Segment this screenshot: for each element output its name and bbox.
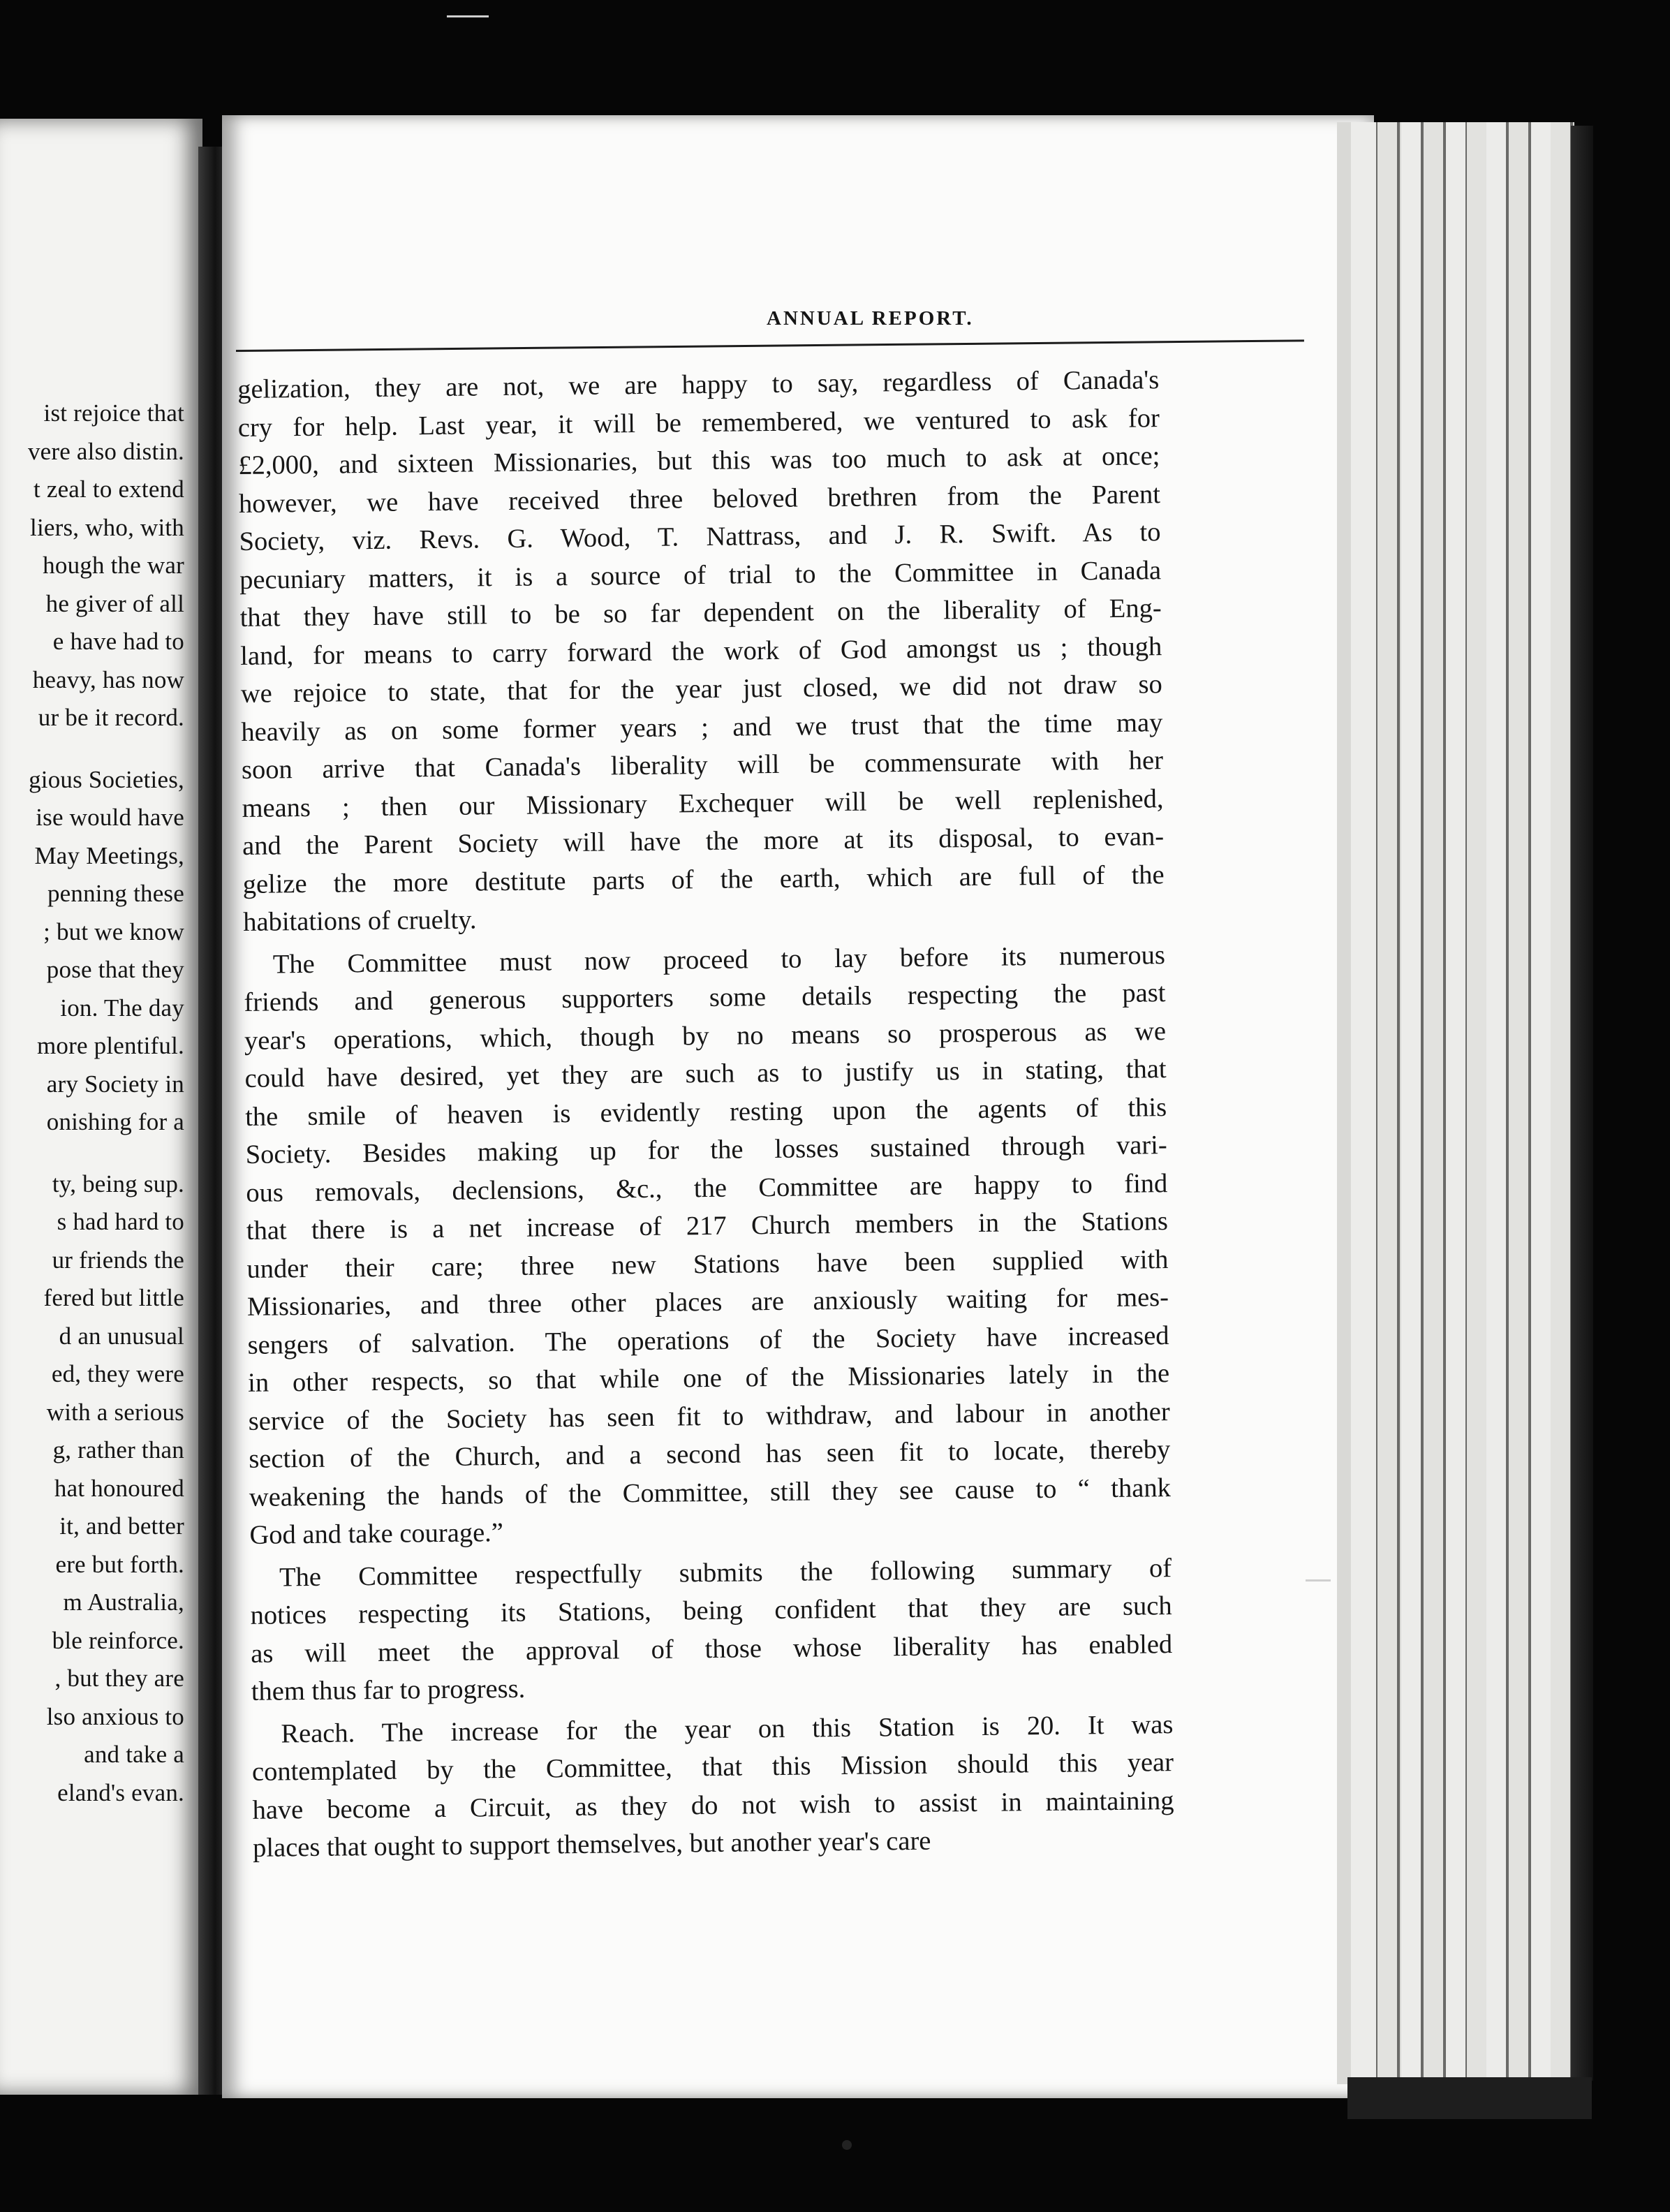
text-line: Reach. The increase for the year on this Station is 20. It was (281, 1709, 1174, 1748)
page-fore-edge (1337, 122, 1574, 2084)
left-page-line: ary Society in (46, 1070, 184, 1098)
text-line: service of the Society has seen fit to withdraw, and labour in another (248, 1396, 1170, 1436)
header-rule (236, 339, 1304, 352)
left-page (0, 119, 202, 2095)
text-line: friends and generous supporters some details respecting the past (244, 978, 1166, 1017)
left-page-line: hat honoured (54, 1474, 184, 1502)
text-line: could have desired, yet they are such as to justify us in stating, that (244, 1054, 1167, 1093)
text-line: that they have still to be so far dependent on the liberality of Eng- (239, 593, 1162, 633)
text-line: we rejoice to state, that for the year just closed, we did not draw so (240, 670, 1162, 709)
left-page-line: pose that they (46, 956, 184, 983)
paragraph-1 (237, 361, 1165, 941)
left-page-line: m Australia, (63, 1588, 184, 1616)
left-page-line: g, rather than (52, 1436, 184, 1463)
left-page-line: lso anxious to (46, 1702, 184, 1730)
left-page-line: ion. The day (60, 994, 184, 1022)
left-page-line: hough the war (43, 552, 184, 579)
text-line: land, for means to carry forward the work of God amongst us ; though (240, 631, 1162, 671)
left-page-line: , but they are (54, 1665, 184, 1692)
text-line: habitations of cruelty. (243, 905, 477, 937)
left-page-line: May Meetings, (34, 841, 184, 869)
book-cover-bottom (1347, 2077, 1592, 2119)
text-line: places that ought to support themselves, but another year's care (252, 1826, 931, 1863)
left-page-line: e have had to (52, 628, 184, 655)
left-page-line: eland's evan. (57, 1778, 184, 1806)
left-page-line: gious Societies, (29, 765, 184, 793)
left-page-line: ur be it record. (38, 704, 184, 731)
left-page-line: he giver of all (45, 589, 184, 617)
left-page-line: t zeal to extend (33, 475, 184, 503)
page-edge-strip (1446, 122, 1468, 2084)
scan-scratch (1306, 1579, 1331, 1581)
text-line: soon arrive that Canada's liberality will be commensurate with her (241, 746, 1164, 785)
page-edge-strip (1424, 122, 1446, 2084)
text-line: Society. Besides making up for the losses sustained through vari- (245, 1130, 1167, 1170)
left-page-line: fered but little (43, 1284, 184, 1311)
left-page-line: with a serious (46, 1398, 184, 1426)
text-line: in other respects, so that while one of the Missionaries lately in the (247, 1359, 1170, 1398)
left-page-line: ble reinforce. (52, 1626, 184, 1654)
text-line: gelize the more destitute parts of the earth, which are full of the (242, 860, 1165, 899)
left-page-line: ed, they were (51, 1360, 184, 1387)
left-page-line: onishing for a (46, 1108, 184, 1135)
text-line: weakening the hands of the Committee, still they see cause to “ thank (249, 1473, 1172, 1512)
text-line: notices respecting its Stations, being confident that they are such (250, 1591, 1172, 1630)
left-page-line: s had hard to (57, 1208, 184, 1235)
left-page-line: ; but we know (43, 917, 184, 945)
book-cover-edge (1571, 126, 1593, 2081)
text-line: contemplated by the Committee, that this Mission should this year (251, 1748, 1174, 1787)
left-page-line: ur friends the (52, 1246, 184, 1274)
text-line: cry for help. Last year, it will be remembered, we ventured to ask for (237, 403, 1160, 443)
left-page-line: it, and better (59, 1512, 184, 1540)
text-line: as will meet the approval of those whose liberality has enabled (251, 1629, 1173, 1669)
left-page-line: ise would have (36, 804, 184, 831)
left-page-line: more plentiful. (36, 1032, 184, 1059)
text-line: Society, viz. Revs. G. Wood, T. Nattrass, and J. R. Swift. As to (239, 517, 1161, 556)
text-line: The Committee must now proceed to lay before its numerous (272, 940, 1166, 980)
right-page (222, 115, 1374, 2098)
paragraph-2 (244, 936, 1172, 1555)
text-line: have become a Circuit, as they do not wish to assist in maintaining (252, 1785, 1174, 1825)
text-line: that there is a net increase of 217 Church members in the Stations (246, 1207, 1169, 1246)
running-head: ANNUAL REPORT. (767, 307, 974, 330)
text-line: year's operations, which, though by no means so prosperous as we (244, 1016, 1167, 1056)
text-line: heavily as on some former years ; and we trust that the time may (241, 707, 1163, 747)
left-page-line: and take a (84, 1741, 184, 1768)
page-edge-strip (1401, 122, 1424, 2084)
left-page-text (0, 395, 184, 1812)
text-line: section of the Church, and a second has seen fit to locate, thereby (249, 1435, 1171, 1474)
text-line: gelization, they are not, we are happy to say, regardless of Canada's (237, 365, 1160, 404)
body-text (237, 361, 1174, 1867)
text-line: the smile of heaven is evidently resting upon the agents of this (244, 1092, 1167, 1132)
text-line: under their care; three new Stations have been supplied with (246, 1244, 1169, 1284)
left-page-line: ist rejoice that (43, 399, 184, 427)
left-page-line: liers, who, with (30, 513, 184, 541)
text-line: however, we have received three beloved brethren from the Parent (238, 479, 1161, 519)
text-line: The Committee respectfully submits the following summary of (279, 1553, 1172, 1592)
page-edge-strip (1486, 122, 1509, 2084)
left-page-line: d an unusual (59, 1322, 184, 1350)
text-line: means ; then our Missionary Exchequer will be well replenished, (242, 783, 1164, 823)
page-edge-strip (1551, 122, 1573, 2084)
page-edge-strip (1377, 122, 1400, 2084)
scan-scratch (447, 15, 489, 17)
text-line: and the Parent Society will have the more at its disposal, to evan- (242, 822, 1165, 861)
page-edge-strip (1351, 122, 1379, 2084)
text-line: pecuniary matters, it is a source of trial to the Committee in Canada (239, 555, 1162, 595)
left-page-line: penning these (47, 880, 184, 907)
paragraph-4 (251, 1706, 1174, 1868)
text-line: sengers of salvation. The operations of the Society have increased (247, 1320, 1169, 1360)
left-page-line: ty, being sup. (52, 1170, 184, 1197)
left-page-line: heavy, has now (32, 665, 184, 693)
left-page-line: vere also distin. (27, 437, 184, 465)
left-page-line: ere but forth. (55, 1550, 184, 1578)
text-line: them thus far to progress. (251, 1674, 526, 1706)
text-line: God and take courage.” (249, 1518, 504, 1550)
paragraph-3 (250, 1549, 1173, 1711)
text-line: Missionaries, and three other places are anxiously waiting for mes- (246, 1283, 1169, 1322)
page-edge-strip (1509, 122, 1531, 2084)
ink-speck (842, 2140, 852, 2150)
text-line: £2,000, and sixteen Missionaries, but this was too much to ask at once; (238, 441, 1160, 480)
text-line: ous removals, declensions, &c., the Committee are happy to find (246, 1168, 1168, 1208)
